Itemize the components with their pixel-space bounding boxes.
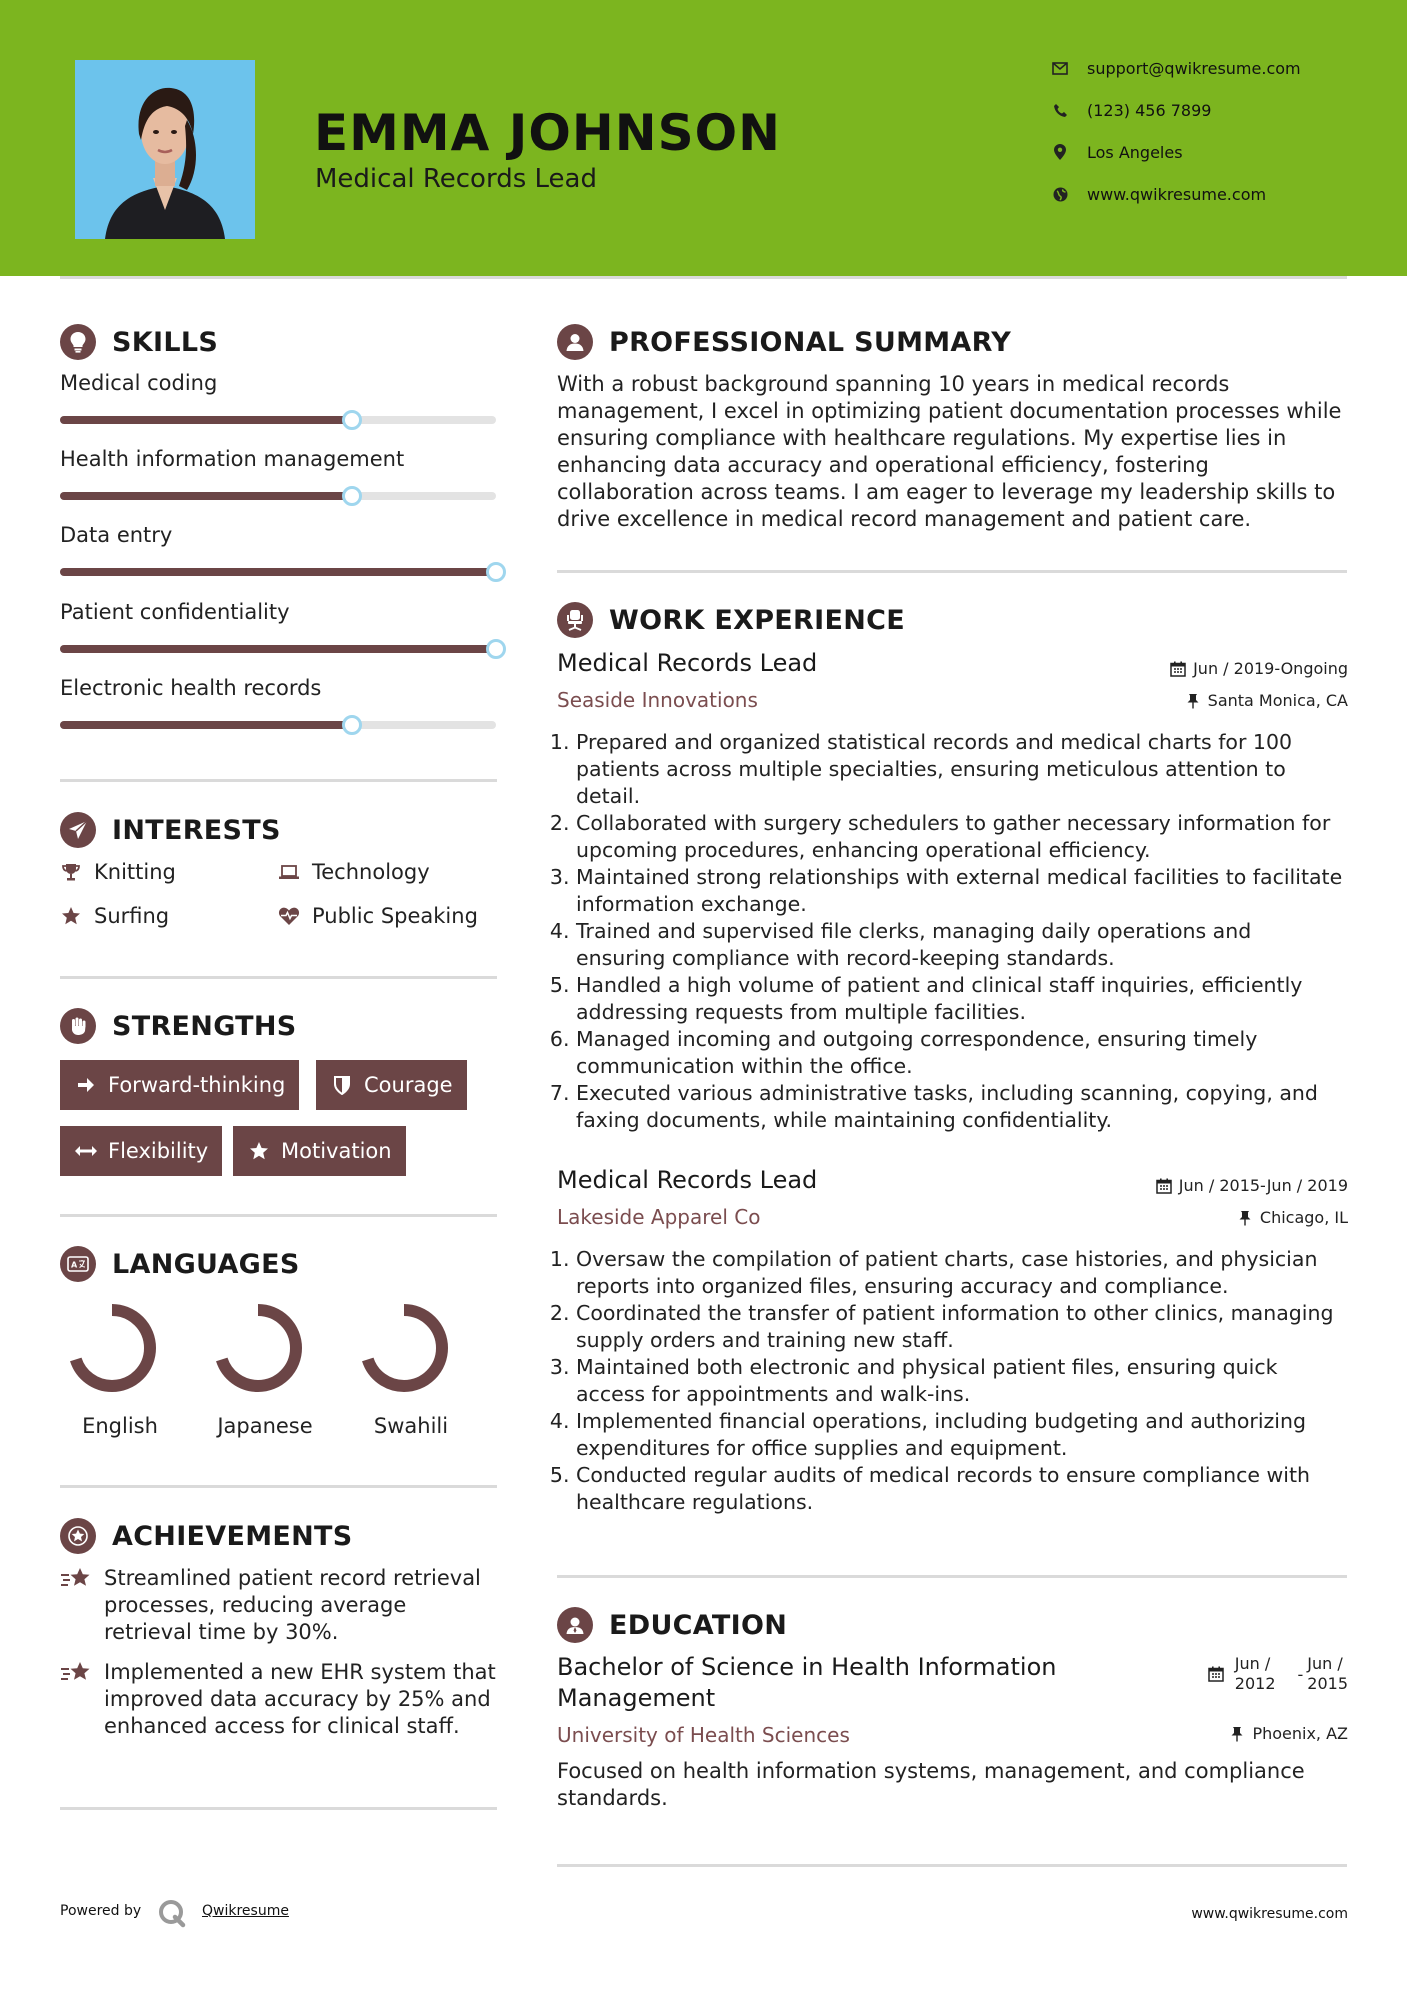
graduate-icon xyxy=(557,1607,593,1643)
skill-level-bar xyxy=(60,568,496,576)
contact-email[interactable]: support@qwikresume.com xyxy=(1050,58,1301,78)
job-title: Medical Records Lead xyxy=(557,1166,818,1194)
location-pin-icon xyxy=(1050,142,1070,162)
powered-by-label: Powered by xyxy=(60,1903,142,1919)
qwikresume-link[interactable]: Qwikresume xyxy=(202,1903,289,1919)
section-divider xyxy=(60,1214,497,1217)
list-item: 7. Executed various administrative tasks, including scanning, copying, and faxing documents, while maintaining confidentiality. xyxy=(576,1080,1347,1134)
calendar-icon xyxy=(1155,1177,1173,1195)
language-label: English xyxy=(82,1414,158,1438)
job-date: Jun / 2019-Ongoing xyxy=(1169,659,1348,678)
skill-level-knob xyxy=(342,486,362,506)
star-icon xyxy=(60,905,82,927)
job-title: Medical Records Lead xyxy=(557,649,818,677)
interest-item: Surfing xyxy=(60,904,169,928)
job-location: Chicago, IL xyxy=(1236,1208,1348,1227)
laptop-icon xyxy=(278,861,300,883)
section-divider xyxy=(557,1575,1347,1578)
language-label: Swahili xyxy=(373,1414,449,1438)
star-badge-icon xyxy=(60,1518,96,1554)
skill-label: Data entry xyxy=(60,523,173,547)
list-item: 1. Prepared and organized statistical records and medical charts for 100 patients across multiple specialties, ensuring meticulous attention to detail. xyxy=(576,729,1347,810)
contact-website[interactable]: www.qwikresume.com xyxy=(1050,184,1266,204)
summary-heading: PROFESSIONAL SUMMARY xyxy=(557,324,1011,360)
section-divider xyxy=(60,779,497,782)
list-item: 1. Oversaw the compilation of patient charts, case histories, and physician reports into organized files, ensuring accuracy and compliance. xyxy=(576,1246,1347,1300)
skill-label: Patient confidentiality xyxy=(60,600,290,624)
heartbeat-icon xyxy=(278,905,300,927)
education-heading: EDUCATION xyxy=(557,1607,787,1643)
star-icon xyxy=(247,1139,271,1163)
interest-item: Public Speaking xyxy=(278,904,478,928)
list-item: 4. Trained and supervised file clerks, managing daily operations and ensuring compliance with record-keeping standards. xyxy=(576,918,1347,972)
globe-icon xyxy=(1050,184,1070,204)
office-chair-icon xyxy=(557,602,593,638)
job-location: Santa Monica, CA xyxy=(1184,691,1348,710)
paper-plane-icon xyxy=(60,812,96,848)
achievement-item: Implemented a new EHR system that improved data accuracy by 25% and enhanced access for clinical staff. xyxy=(60,1659,500,1740)
arrows-horizontal-icon xyxy=(74,1139,98,1163)
user-icon xyxy=(557,324,593,360)
contact-phone[interactable]: (123) 456 7899 xyxy=(1050,100,1211,120)
skill-label: Electronic health records xyxy=(60,676,322,700)
language-card-icon xyxy=(60,1246,96,1282)
interest-item: Technology xyxy=(278,860,430,884)
education-location: Phoenix, AZ xyxy=(1228,1724,1348,1743)
strength-tag: Courage xyxy=(316,1060,467,1110)
education-description: Focused on health information systems, management, and compliance standards. xyxy=(557,1759,1305,1810)
education-date: Jun / 2012 - Jun / 2015 xyxy=(1207,1654,1348,1694)
list-item: 2. Coordinated the transfer of patient information to other clinics, managing supply orders and training new staff. xyxy=(576,1300,1347,1354)
resume-header xyxy=(0,0,1407,276)
skill-label: Health information management xyxy=(60,447,405,471)
lightbulb-icon xyxy=(60,324,96,360)
candidate-title: Medical Records Lead xyxy=(315,164,597,194)
phone-icon xyxy=(1050,100,1070,120)
strength-tag: Flexibility xyxy=(60,1126,222,1176)
skill-level-knob xyxy=(486,562,506,582)
strength-tag: Motivation xyxy=(233,1126,406,1176)
skill-level-knob xyxy=(342,410,362,430)
experience-heading: WORK EXPERIENCE xyxy=(557,602,905,638)
languages-heading: A LANGUAGES xyxy=(60,1246,300,1282)
company-name: Lakeside Apparel Co xyxy=(557,1205,761,1229)
skills-heading: SKILLS xyxy=(60,324,218,360)
list-item: 2. Collaborated with surgery schedulers to gather necessary information for upcoming procedures, enhancing operational efficiency. xyxy=(576,810,1347,864)
envelope-icon xyxy=(1050,58,1070,78)
skill-level-bar xyxy=(60,492,496,500)
achievements-heading: ACHIEVEMENTS xyxy=(60,1518,353,1554)
summary-text: With a robust background spanning 10 years in medical records management, I excel in optimizing patient documentation processes while ensuring compliance with healthcare regulations. My expertise lies in enhancing data accuracy and operational efficiency, fostering collaboration across teams. I am eager to leverage my leadership skills to drive excellence in medical record management and patient care. xyxy=(557,372,1342,531)
profile-photo xyxy=(75,60,255,239)
skill-level-knob xyxy=(342,715,362,735)
section-divider xyxy=(557,570,1347,573)
degree-title: Bachelor of Science in Health Information Management xyxy=(557,1653,1057,1712)
trophy-icon xyxy=(60,861,82,883)
contact-location: Los Angeles xyxy=(1050,142,1183,162)
shield-icon xyxy=(330,1073,354,1097)
strengths-heading: STRENGTHS xyxy=(60,1008,297,1044)
company-name: Seaside Innovations xyxy=(557,688,758,712)
section-divider xyxy=(60,1807,497,1810)
skill-level-bar xyxy=(60,416,496,424)
list-item: 5. Conducted regular audits of medical records to ensure compliance with healthcare regulations. xyxy=(576,1462,1347,1516)
candidate-name: EMMA JOHNSON xyxy=(314,104,781,162)
list-item: 4. Implemented financial operations, including budgeting and authorizing expenditures for office supplies and equipment. xyxy=(576,1408,1347,1462)
raised-fist-icon xyxy=(60,1008,96,1044)
skill-level-knob xyxy=(486,639,506,659)
footer-website-link[interactable]: www.qwikresume.com xyxy=(1191,1906,1348,1922)
strength-tag: Forward-thinking xyxy=(60,1060,299,1110)
arrow-right-icon xyxy=(74,1073,98,1097)
language-proficiency-ring xyxy=(210,1300,306,1396)
shooting-star-icon xyxy=(60,1659,92,1687)
list-item: 3. Maintained both electronic and physical patient files, ensuring quick access for appointments and walk-ins. xyxy=(576,1354,1347,1408)
job-duties-list xyxy=(557,729,1347,1134)
shooting-star-icon xyxy=(60,1565,92,1593)
interest-item: Knitting xyxy=(60,860,176,884)
pushpin-icon xyxy=(1184,692,1202,710)
skill-label: Medical coding xyxy=(60,371,218,395)
job-duties-list xyxy=(557,1246,1347,1516)
header-divider xyxy=(60,276,1347,279)
calendar-icon xyxy=(1207,1665,1225,1683)
skill-level-bar xyxy=(60,645,496,653)
language-proficiency-ring xyxy=(64,1300,160,1396)
school-name: University of Health Sciences xyxy=(557,1723,850,1747)
job-date: Jun / 2015-Jun / 2019 xyxy=(1155,1176,1348,1195)
achievement-item: Streamlined patient record retrieval processes, reducing average retrieval time by 30%. xyxy=(60,1565,500,1646)
list-item: 3. Maintained strong relationships with external medical facilities to facilitate information exchange. xyxy=(576,864,1347,918)
language-label: Japanese xyxy=(217,1414,313,1438)
section-divider xyxy=(60,1485,497,1488)
pushpin-icon xyxy=(1236,1209,1254,1227)
interests-heading: INTERESTS xyxy=(60,812,281,848)
skill-level-bar xyxy=(60,721,496,729)
list-item: 5. Handled a high volume of patient and clinical staff inquiries, efficiently addressing requests from multiple facilities. xyxy=(576,972,1347,1026)
qwikresume-logo-icon xyxy=(157,1898,187,1928)
language-proficiency-ring xyxy=(356,1300,452,1396)
section-divider xyxy=(60,976,497,979)
calendar-icon xyxy=(1169,660,1187,678)
list-item: 6. Managed incoming and outgoing correspondence, ensuring timely communication within the office. xyxy=(576,1026,1347,1080)
pushpin-icon xyxy=(1228,1725,1246,1743)
svg-text:A: A xyxy=(71,1260,78,1270)
section-divider xyxy=(557,1864,1347,1867)
